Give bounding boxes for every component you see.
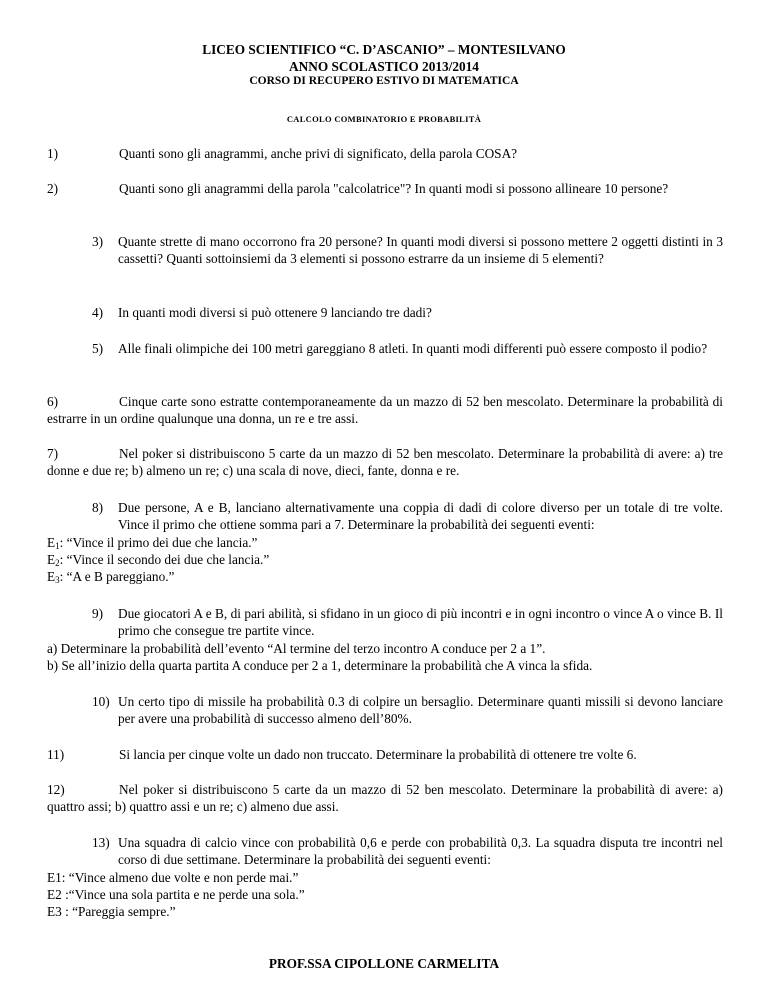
exercise-text: Nel poker si distribuiscono 5 carte da un mazzo di 52 ben mescolato. Determinare la probabilità di avere: a) quattro assi; b) quattro assi e un re; c) almeno due assi.	[47, 782, 723, 814]
exercise-6	[47, 393, 723, 427]
exercise-1	[47, 145, 723, 162]
exercise-number: 8)	[92, 500, 104, 515]
exercise-text: Cinque carte sono estratte contemporaneamente da un mazzo di 52 ben mescolato. Determinare la probabilità di estrarre in un ordine qualunque una donna, un re e tre assi.	[47, 394, 723, 426]
exercise-text: Due persone, A e B, lanciano alternativamente una coppia di dadi di colore diverso per un totale di tre volte. Vince il primo che ottiene somma pari a 7. Determinare la probabilità dei seguenti eventi:	[118, 500, 723, 532]
exercise-13-events	[47, 869, 723, 920]
event-e3: E3 : “Pareggia sempre.”	[47, 904, 176, 919]
exercise-10	[92, 693, 723, 727]
exercise-number: 7)	[47, 446, 59, 461]
exercise-11	[47, 746, 723, 763]
school-year: ANNO SCOLASTICO 2013/2014	[289, 59, 479, 74]
exercise-number: 9)	[92, 606, 104, 621]
exercise-12	[47, 781, 723, 815]
exercise-number: 6)	[47, 394, 59, 409]
exercise-3	[92, 233, 723, 267]
school-title: LICEO SCIENTIFICO “C. D’ASCANIO” – MONTESILVANO	[202, 42, 566, 57]
exercise-text: Quante strette di mano occorrono fra 20 persone? In quanti modi diversi si possono mettere 2 oggetti distinti in 3 cassetti? Quanti sottoinsiemi da 3 elementi si possono estrarre da un insieme di 5 elementi?	[118, 234, 723, 266]
exercise-text: Nel poker si distribuiscono 5 carte da un mazzo di 52 ben mescolato. Determinare la probabilità di avere: a) tre donne e due re; b) almeno un re; c) una scala di nove, dieci, fante, donna e re.	[47, 446, 723, 478]
course-title: CORSO DI RECUPERO ESTIVO DI MATEMATICA	[249, 75, 519, 87]
exercise-text: Quanti sono gli anagrammi della parola "calcolatrice"? In quanti modi si possono allineare 10 persone?	[119, 181, 669, 196]
exercise-text: Un certo tipo di missile ha probabilità 0.3 di colpire un bersaglio. Determinare quanti missili si devono lanciare per avere una probabilità di successo almeno dell’80%.	[118, 694, 723, 726]
exercise-number: 10)	[92, 694, 110, 709]
event-e2: $E_2$: “Vince il secondo dei due che lancia.”	[47, 552, 270, 568]
author-footer: PROF.SSA CIPOLLONE CARMELITA	[268, 956, 500, 971]
event-e2: E2 :“Vince una sola partita e ne perde una sola.”	[47, 887, 305, 902]
exercise-number: 2)	[47, 181, 59, 196]
exercise-7	[47, 445, 723, 479]
exercise-text: Quanti sono gli anagrammi, anche privi di significato, della parola COSA?	[119, 146, 518, 161]
exercise-5	[92, 340, 723, 357]
exercise-number: 3)	[92, 234, 104, 249]
part-a: a) Determinare la probabilità dell’evento “Al termine del terzo incontro A conduce per 2 a 1”.	[47, 641, 546, 656]
part-b: b) Se all’inizio della quarta partita A conduce per 2 a 1, determinare la probabilità che A vinca la sfida.	[47, 658, 593, 673]
exercise-text: Si lancia per cinque volte un dado non truccato. Determinare la probabilità di ottenere tre volte 6.	[119, 747, 637, 762]
exercise-text: Una squadra di calcio vince con probabilità 0,6 e perde con probabilità 0,3. La squadra disputa tre incontri nel corso di due settimane. Determinare la probabilità dei seguenti eventi:	[118, 835, 723, 867]
exercise-text: Due giocatori A e B, di pari abilità, si sfidano in un gioco di più incontri e in ogni incontro o vince A o vince B. Il primo che consegue tre partite vince.	[118, 606, 723, 638]
event-e1: E1: “Vince almeno due volte e non perde mai.”	[47, 870, 299, 885]
exercise-number: 5)	[92, 341, 104, 356]
topic-subtitle: CALCOLO COMBINATORIO E PROBABILITÀ	[286, 114, 482, 124]
event-e1: $E_1$: “Vince il primo dei due che lancia.”	[47, 535, 258, 551]
exercise-number: 4)	[92, 305, 104, 320]
exercise-number: 12)	[47, 782, 65, 797]
event-e3: $E_3$: “A e B pareggiano.”	[47, 569, 175, 585]
exercise-8	[92, 499, 723, 533]
exercise-8-events	[47, 534, 723, 585]
exercise-number: 11)	[47, 747, 65, 762]
exercise-number: 1)	[47, 146, 59, 161]
exercise-9-parts	[47, 640, 723, 674]
exercise-number: 13)	[92, 835, 110, 850]
exercise-4	[92, 304, 723, 321]
exercise-13	[92, 834, 723, 868]
exercise-text: In quanti modi diversi si può ottenere 9 lanciando tre dadi?	[118, 305, 432, 320]
exercise-2	[47, 180, 723, 197]
exercise-text: Alle finali olimpiche dei 100 metri gareggiano 8 atleti. In quanti modi differenti può essere composto il podio?	[118, 341, 708, 356]
exercise-9	[92, 605, 723, 639]
